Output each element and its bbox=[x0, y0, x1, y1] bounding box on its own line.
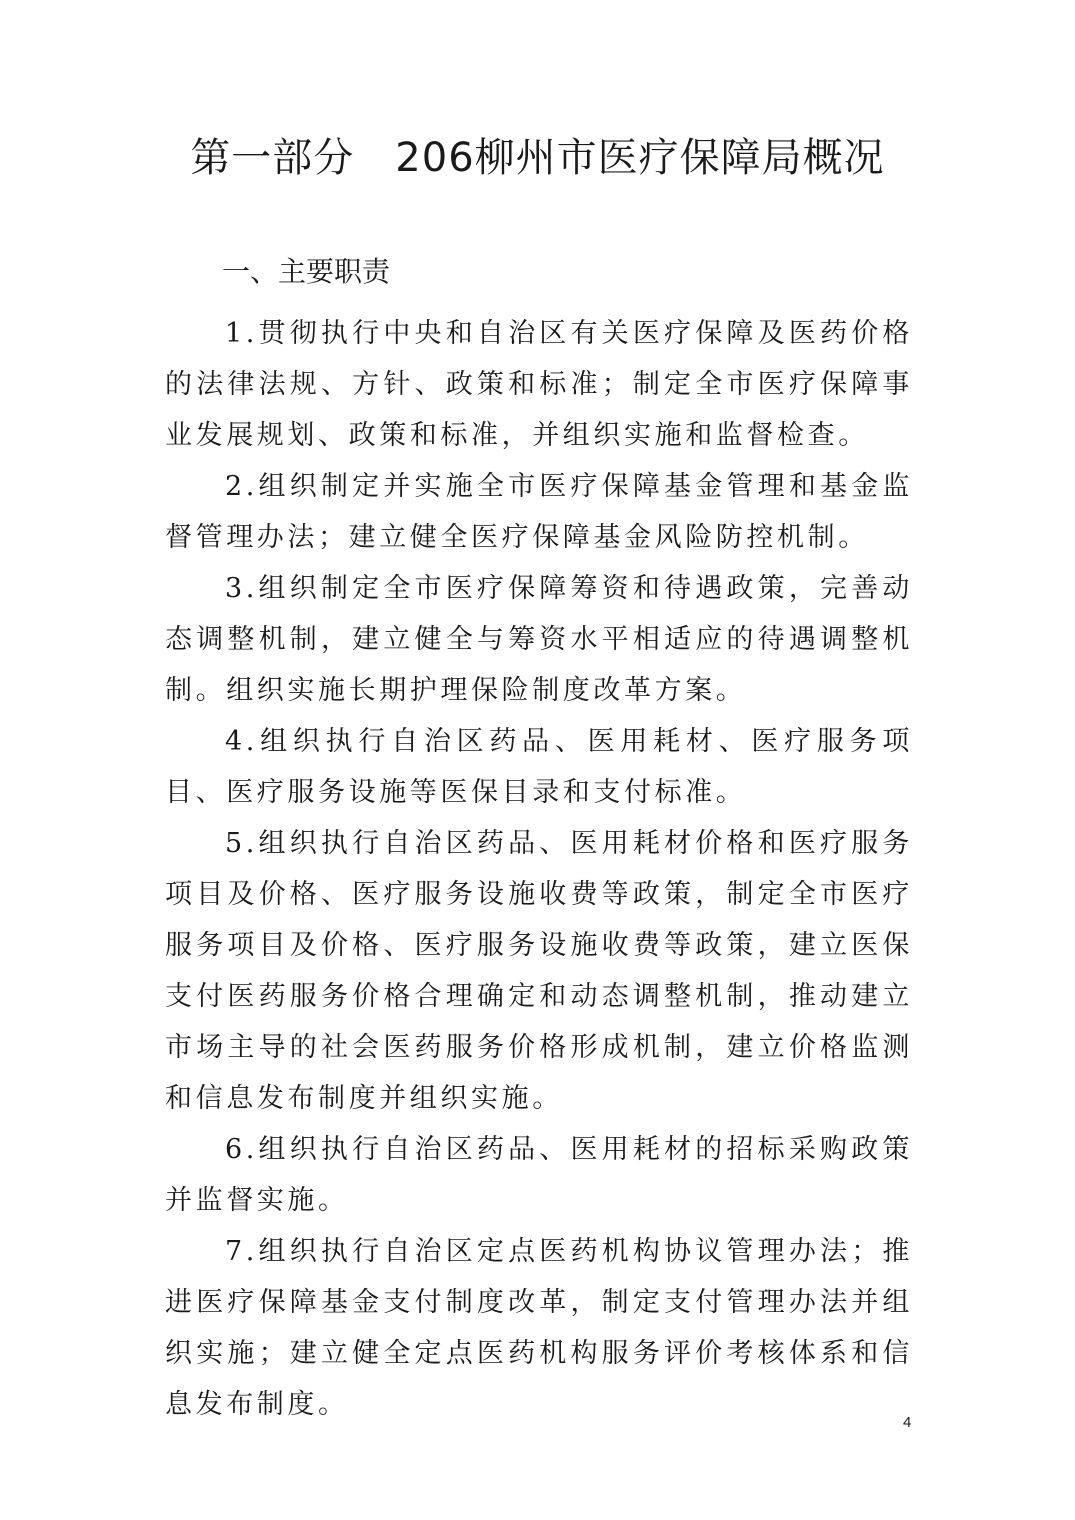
page-title: 第一部分 206柳州市医疗保障局概况 bbox=[190, 135, 885, 181]
body-text bbox=[165, 308, 913, 1430]
duty-paragraph-1: 1.贯彻执行中央和自治区有关医疗保障及医药价格的法律法规、方针、政策和标准；制定全市医疗保障事业发展规划、政策和标准，并组织实施和监督检查。 bbox=[165, 318, 913, 451]
duty-paragraph-6: 6.组织执行自治区药品、医用耗材的招标采购政策并监督实施。 bbox=[165, 1134, 913, 1216]
duty-paragraph-7: 7.组织执行自治区定点医药机构协议管理办法；推进医疗保障基金支付制度改革，制定支付管理办法并组织实施；建立健全定点医药机构服务评价考核体系和信息发布制度。 bbox=[165, 1236, 913, 1420]
section-heading: 一、主要职责 bbox=[222, 255, 391, 288]
duty-paragraph-5: 5.组织执行自治区药品、医用耗材价格和医疗服务项目及价格、医疗服务设施收费等政策，制定全市医疗服务项目及价格、医疗服务设施收费等政策，建立医保支付医药服务价格合理确定和动态调整机制，推动建立市场主导的社会医药服务价格形成机制，建立价格监测和信息发布制度并组织实施。 bbox=[165, 828, 913, 1114]
page-number: 4 bbox=[903, 1414, 912, 1431]
duty-paragraph-4: 4.组织执行自治区药品、医用耗材、医疗服务项目、医疗服务设施等医保目录和支付标准。 bbox=[165, 726, 913, 808]
duty-paragraph-2: 2.组织制定并实施全市医疗保障基金管理和基金监督管理办法；建立健全医疗保障基金风险防控机制。 bbox=[165, 471, 913, 553]
duty-paragraph-3: 3.组织制定全市医疗保障筹资和待遇政策，完善动态调整机制，建立健全与筹资水平相适应的待遇调整机制。组织实施长期护理保险制度改革方案。 bbox=[165, 573, 913, 706]
